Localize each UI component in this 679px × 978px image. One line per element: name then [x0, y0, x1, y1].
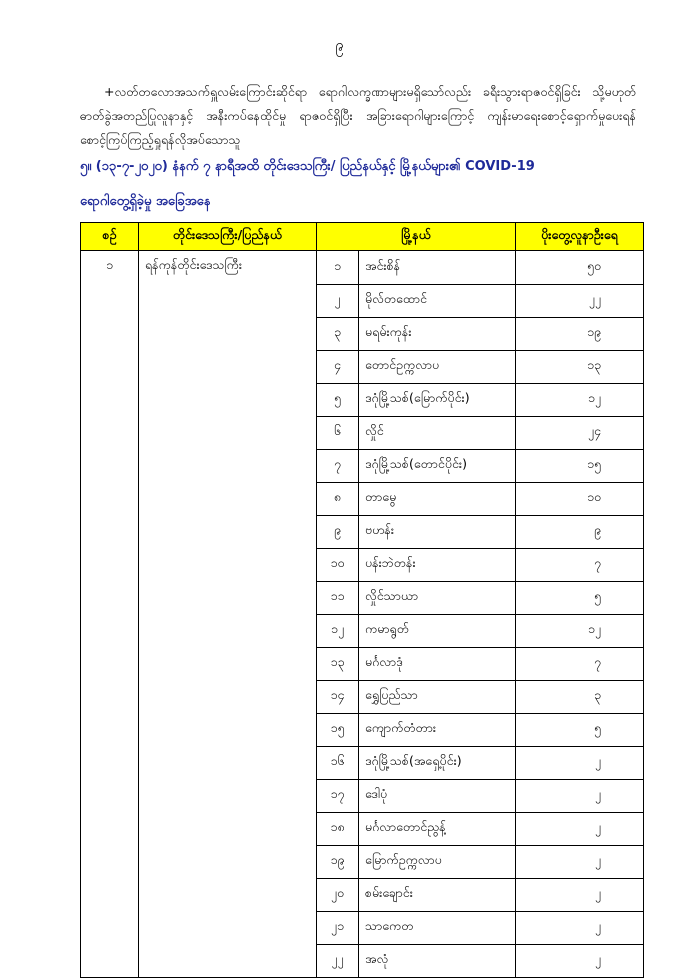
region-name-cell: [139, 779, 317, 812]
case-count-cell: ၅: [516, 581, 644, 614]
table-row: [81, 713, 644, 746]
case-count-cell: ၁၃: [516, 350, 644, 383]
table-row: [81, 515, 644, 548]
case-count-cell: ၂: [516, 779, 644, 812]
case-count-cell: ၁၂: [516, 614, 644, 647]
page-number: ၉: [335, 36, 344, 54]
case-count-cell: ၁၂: [516, 383, 644, 416]
township-serial-cell: ၈: [317, 482, 359, 515]
township-name-cell: ကျောက်တံတား: [359, 713, 516, 746]
table-row: [81, 251, 644, 285]
region-serial-cell: [81, 284, 139, 317]
region-serial-cell: [81, 944, 139, 978]
table-row: [81, 581, 644, 614]
township-name-cell: ဒဂုံမြို့သစ်(တောင်ပိုင်း): [359, 449, 516, 482]
case-count-cell: ၁၀: [516, 482, 644, 515]
region-serial-cell: ၁: [81, 251, 139, 285]
region-name-cell: ရန်ကုန်တိုင်းဒေသကြီး: [139, 251, 317, 285]
case-count-cell: ၅: [516, 713, 644, 746]
region-name-cell: [139, 845, 317, 878]
table-row: [81, 482, 644, 515]
region-serial-cell: [81, 746, 139, 779]
township-case-table: [80, 222, 644, 978]
region-serial-cell: [81, 449, 139, 482]
township-serial-cell: ၁၁: [317, 581, 359, 614]
region-name-cell: [139, 680, 317, 713]
region-name-cell: [139, 449, 317, 482]
township-serial-cell: ၄: [317, 350, 359, 383]
table-row: [81, 779, 644, 812]
township-name-cell: တောင်ဥက္ကလာပ: [359, 350, 516, 383]
region-serial-cell: [81, 878, 139, 911]
township-name-cell: လှိုင်: [359, 416, 516, 449]
table-row: [81, 878, 644, 911]
table-row: [81, 812, 644, 845]
case-count-cell: ၂: [516, 878, 644, 911]
table-header-row: [81, 223, 644, 251]
township-serial-cell: ၁၅: [317, 713, 359, 746]
region-serial-cell: [81, 548, 139, 581]
table-row: [81, 911, 644, 944]
table-row: [81, 746, 644, 779]
township-serial-cell: ၁၂: [317, 614, 359, 647]
region-name-cell: [139, 416, 317, 449]
table-row: [81, 614, 644, 647]
township-name-cell: ဒဂုံမြို့သစ်(မြောက်ပိုင်း): [359, 383, 516, 416]
township-serial-cell: ၁၀: [317, 548, 359, 581]
region-serial-cell: [81, 581, 139, 614]
region-serial-cell: [81, 647, 139, 680]
township-name-cell: အလုံ: [359, 944, 516, 978]
township-name-cell: မိုလ်တထောင်: [359, 284, 516, 317]
region-serial-cell: [81, 713, 139, 746]
table-row: [81, 548, 644, 581]
region-serial-cell: [81, 614, 139, 647]
township-serial-cell: ၁၈: [317, 812, 359, 845]
case-count-cell: ၂၂: [516, 284, 644, 317]
region-name-cell: [139, 284, 317, 317]
township-name-cell: ပန်းဘဲတန်း: [359, 548, 516, 581]
region-name-cell: [139, 614, 317, 647]
table-row: [81, 449, 644, 482]
region-serial-cell: [81, 416, 139, 449]
case-count-cell: ၉: [516, 515, 644, 548]
region-name-cell: [139, 878, 317, 911]
township-serial-cell: ၂၂: [317, 944, 359, 978]
township-name-cell: အင်းစိန်: [359, 251, 516, 285]
township-name-cell: ဒေါပုံ: [359, 779, 516, 812]
table-row: [81, 284, 644, 317]
township-name-cell: သာကေတ: [359, 911, 516, 944]
table-row: [81, 416, 644, 449]
intro-paragraph: +လတ်တလောအသက်ရှူလမ်းကြောင်းဆိုင်ရာ ရောဂါလက္ခဏာများမရှိသော်လည်း ခရီးသွားရာဇဝင်ရှိခြင်း သို့မဟုတ် ဓာတ်ခွဲအတည်ပြုလူနာနှင့် အနီးကပ်နေထိုင်မှု ရာဇဝင်ရှိပြီး အခြားရောဂါများကြောင့် ကျန်းမာရေးစောင့်ရှောက်မှုပေးရန်စောင့်ကြပ်ကြည့်ရှုရန်လိုအပ်သောသူ: [80, 84, 636, 147]
township-serial-cell: ၁: [317, 251, 359, 285]
header-serial: စဉ်: [81, 223, 139, 251]
case-count-cell: ၂: [516, 746, 644, 779]
township-name-cell: မြောက်ဥက္ကလာပ: [359, 845, 516, 878]
case-count-cell: ၂: [516, 812, 644, 845]
township-serial-cell: ၂၀: [317, 878, 359, 911]
township-serial-cell: ၉: [317, 515, 359, 548]
case-count-cell: ၃: [516, 680, 644, 713]
region-name-cell: [139, 383, 317, 416]
region-serial-cell: [81, 515, 139, 548]
table-row: [81, 350, 644, 383]
township-serial-cell: ၁၇: [317, 779, 359, 812]
township-serial-cell: ၅: [317, 383, 359, 416]
region-serial-cell: [81, 845, 139, 878]
township-name-cell: ကမာရွတ်: [359, 614, 516, 647]
region-serial-cell: [81, 911, 139, 944]
township-serial-cell: ၁၄: [317, 680, 359, 713]
region-serial-cell: [81, 317, 139, 350]
table-row: [81, 944, 644, 978]
header-case-count: ပိုးတွေ့လူနာဦးရေ: [516, 223, 644, 251]
case-count-cell: ၂၄: [516, 416, 644, 449]
township-serial-cell: ၁၃: [317, 647, 359, 680]
case-count-cell: ၇: [516, 548, 644, 581]
region-serial-cell: [81, 383, 139, 416]
case-count-cell: ၂: [516, 845, 644, 878]
region-name-cell: [139, 482, 317, 515]
case-count-cell: ၅၀: [516, 251, 644, 285]
header-region: တိုင်းဒေသကြီး/ပြည်နယ်: [139, 223, 317, 251]
township-serial-cell: ၂၁: [317, 911, 359, 944]
table-body: [81, 251, 644, 978]
table-row: [81, 647, 644, 680]
region-name-cell: [139, 911, 317, 944]
township-serial-cell: ၃: [317, 317, 359, 350]
case-count-cell: ၇: [516, 647, 644, 680]
region-name-cell: [139, 581, 317, 614]
township-name-cell: ဗဟန်း: [359, 515, 516, 548]
township-name-cell: ဒဂုံမြို့သစ်(အရှေ့ပိုင်း): [359, 746, 516, 779]
case-count-cell: ၂: [516, 944, 644, 978]
township-name-cell: တာမွေ: [359, 482, 516, 515]
region-name-cell: [139, 548, 317, 581]
township-name-cell: စမ်းချောင်း: [359, 878, 516, 911]
table-row: [81, 317, 644, 350]
region-name-cell: [139, 647, 317, 680]
region-serial-cell: [81, 812, 139, 845]
case-count-cell: ၂: [516, 911, 644, 944]
township-name-cell: မရမ်းကုန်း: [359, 317, 516, 350]
header-township: မြို့နယ်: [317, 223, 516, 251]
region-name-cell: [139, 746, 317, 779]
region-name-cell: [139, 944, 317, 978]
township-serial-cell: ၁၆: [317, 746, 359, 779]
township-name-cell: လှိုင်သာယာ: [359, 581, 516, 614]
section-heading: ၅။ (၁၃-၇-၂၀၂၀) နံနက် ၇ နာရီအထိ တိုင်းဒေသကြီး/ ပြည်နယ်နှင့် မြို့နယ်များ၏ COVID-19: [80, 159, 535, 174]
table-row: [81, 383, 644, 416]
township-name-cell: ရွှေပြည်သာ: [359, 680, 516, 713]
township-serial-cell: ၁၉: [317, 845, 359, 878]
region-name-cell: [139, 350, 317, 383]
township-name-cell: မင်္ဂလာတောင်ညွန့်: [359, 812, 516, 845]
table-row: [81, 680, 644, 713]
region-serial-cell: [81, 350, 139, 383]
region-name-cell: [139, 515, 317, 548]
region-name-cell: [139, 812, 317, 845]
region-serial-cell: [81, 680, 139, 713]
township-serial-cell: ၆: [317, 416, 359, 449]
region-serial-cell: [81, 779, 139, 812]
region-name-cell: [139, 713, 317, 746]
region-name-cell: [139, 317, 317, 350]
case-count-cell: ၁၉: [516, 317, 644, 350]
township-serial-cell: ၂: [317, 284, 359, 317]
township-name-cell: မင်္ဂလာဒုံ: [359, 647, 516, 680]
case-count-cell: ၁၅: [516, 449, 644, 482]
region-serial-cell: [81, 482, 139, 515]
section-heading-continued: ရောဂါတွေ့ရှိခဲ့မှု အခြေအနေ: [80, 194, 211, 209]
table-row: [81, 845, 644, 878]
township-serial-cell: ၇: [317, 449, 359, 482]
